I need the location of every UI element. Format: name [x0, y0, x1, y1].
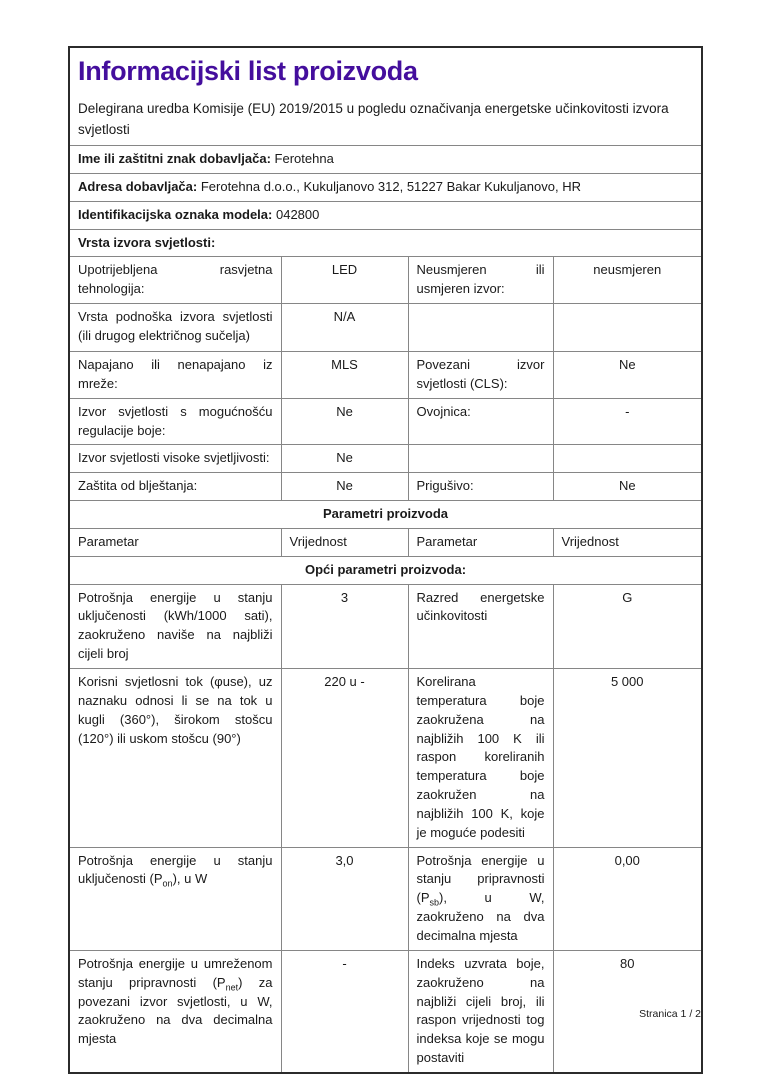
- table-row: [69, 201, 702, 229]
- table-row: [69, 257, 702, 304]
- table-row: [69, 847, 702, 950]
- column-header-vrijednost-2: Vrijednost: [553, 528, 702, 556]
- param-cell: Upotrijebljena rasvjetna tehnologija:: [69, 257, 281, 304]
- value-cell: neusmjeren: [553, 257, 702, 304]
- table-row: [69, 584, 702, 668]
- column-header-vrijednost-1: Vrijednost: [281, 528, 408, 556]
- value-cell: Ne: [281, 398, 408, 445]
- value-cell: Ne: [281, 473, 408, 501]
- value-cell: 220 u -: [281, 669, 408, 848]
- param-cell: Ovojnica:: [408, 398, 553, 445]
- value-cell: [553, 304, 702, 352]
- value-cell: G: [553, 584, 702, 668]
- supplier-name-value: Ferotehna: [274, 150, 334, 166]
- table-row: [69, 501, 702, 529]
- value-cell: 80: [553, 950, 702, 1073]
- param-cell: Potrošnja energije u stanju pripravnosti $(P_{sb})$, u W, zaokruženo na dva decimalna mjesta: [408, 847, 553, 950]
- value-cell: LED: [281, 257, 408, 304]
- table-row: [69, 173, 702, 201]
- value-cell: 5 000: [553, 669, 702, 848]
- title-row: [69, 47, 702, 145]
- table-row: [69, 528, 702, 556]
- supplier-address-value: Ferotehna d.o.o., Kukuljanovo 312, 51227 Bakar Kukuljanovo, HR: [200, 178, 581, 194]
- title-cell: [69, 47, 702, 145]
- value-cell: Ne: [553, 352, 702, 399]
- value-cell: -: [553, 398, 702, 445]
- param-cell: Razred energetske učinkovitosti: [408, 584, 553, 668]
- value-cell: 3,0: [281, 847, 408, 950]
- value-cell: 0,00: [553, 847, 702, 950]
- page-title: Informacijski list proizvoda: [78, 56, 418, 86]
- supplier-name-label: Ime ili zaštitni znak dobavljača:: [78, 150, 271, 166]
- param-cell: Potrošnja energije u stanju uključenosti (kWh/1000 sati), zaokruženo naviše na najbliži cijeli broj: [69, 584, 281, 668]
- param-cell: Povezani izvor svjetlosti (CLS):: [408, 352, 553, 399]
- param-cell: Vrsta podnoška izvora svjetlosti (ili drugog električnog sučelja): [69, 304, 281, 352]
- param-cell: Izvor svjetlosti s mogućnošću regulacije boje:: [69, 398, 281, 445]
- value-cell: [553, 445, 702, 473]
- value-cell: -: [281, 950, 408, 1073]
- param-cell: Neusmjeren ili usmjeren izvor:: [408, 257, 553, 304]
- supplier-name-cell: [69, 145, 702, 173]
- general-parameters-header: Opći parametri proizvoda:: [69, 556, 702, 584]
- param-cell: [408, 445, 553, 473]
- supplier-address-cell: [69, 173, 702, 201]
- value-cell: Ne: [553, 473, 702, 501]
- param-cell: Napajano ili nenapajano iz mreže:: [69, 352, 281, 399]
- page-number: Stranica 1 / 2: [639, 1008, 701, 1020]
- column-header-parametar-1: Parametar: [69, 528, 281, 556]
- column-header-parametar-2: Parametar: [408, 528, 553, 556]
- light-source-type-header: Vrsta izvora svjetlosti:: [69, 229, 702, 257]
- model-id-value: 042800: [275, 206, 320, 222]
- table-row: [69, 445, 702, 473]
- model-id-label: Identifikacijska oznaka modela:: [78, 206, 273, 222]
- table-row: [69, 473, 702, 501]
- product-info-table: [68, 46, 703, 1074]
- supplier-address-label: Adresa dobavljača:: [78, 178, 198, 194]
- param-cell: Potrošnja energije u stanju uključenosti $(P_{on})$, u W: [69, 847, 281, 950]
- param-cell: Izvor svjetlosti visoke svjetljivosti:: [69, 445, 281, 473]
- param-cell: Zaštita od blještanja:: [69, 473, 281, 501]
- product-parameters-header: Parametri proizvoda: [69, 501, 702, 529]
- param-cell: [408, 304, 553, 352]
- param-cell: Potrošnja energije u umreženom stanju pripravnosti $(P_{net})$ za povezani izvor svjetlosti, u W, zaokruženo na dva decimalna mjesta: [69, 950, 281, 1073]
- table-row: [69, 556, 702, 584]
- table-row: [69, 352, 702, 399]
- product-information-sheet: [68, 46, 701, 1074]
- table-row: [69, 669, 702, 848]
- value-cell: MLS: [281, 352, 408, 399]
- param-cell: Korelirana temperatura boje zaokružena na najbližih 100 K ili raspon koreliranih temperatura boje zaokružen na najbližih 100 K, koje je moguće podesiti: [408, 669, 553, 848]
- param-cell: Indeks uzvrata boje, zaokruženo na najbliži cijeli broj, ili raspon vrijednosti tog indeksa koje se mogu postaviti: [408, 950, 553, 1073]
- table-row: [69, 145, 702, 173]
- regulation-subtitle: Delegirana uredba Komisije (EU) 2019/2015 u pogledu označivanja energetske učinkovitosti izvora svjetlosti: [78, 101, 669, 138]
- table-row: [69, 304, 702, 352]
- param-cell: Prigušivo:: [408, 473, 553, 501]
- table-row: [69, 398, 702, 445]
- value-cell: Ne: [281, 445, 408, 473]
- value-cell: N/A: [281, 304, 408, 352]
- table-row: [69, 229, 702, 257]
- param-cell: Korisni svjetlosni tok (φuse), uz naznaku odnosi li se na tok u kugli (360°), širokom stošcu (120°) ili uskom stošcu (90°): [69, 669, 281, 848]
- value-cell: 3: [281, 584, 408, 668]
- model-id-cell: [69, 201, 702, 229]
